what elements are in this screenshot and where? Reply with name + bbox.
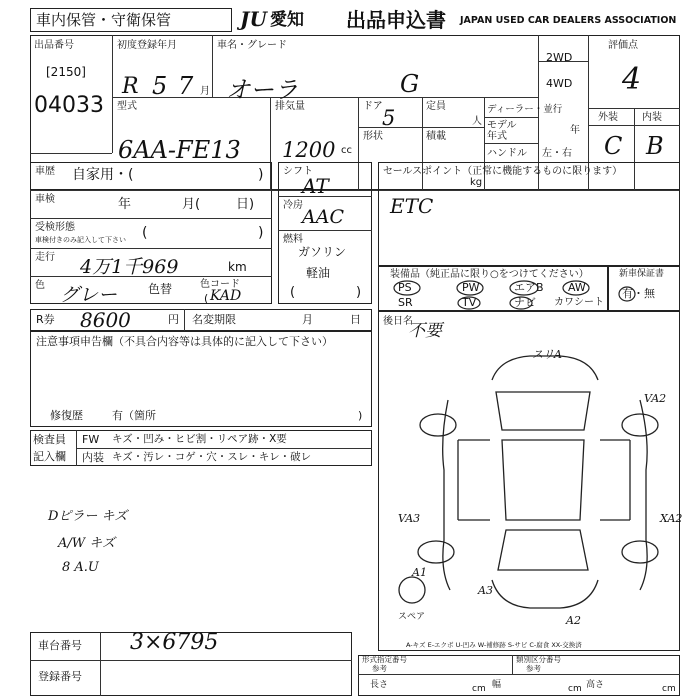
shape-label: 形状 [363,131,383,142]
repair-close: ) [358,409,363,422]
damage-mark-left: VA3 [398,512,421,525]
exterior-grade: C [604,132,623,160]
month-suffix: 月 [200,86,210,97]
handle-value: 左・右 [542,148,572,159]
divider [30,153,112,154]
drive-4wd: 4WD [546,77,573,90]
equipment-label: 装備品（純正品に限り○をつけてください） [390,269,589,280]
equipment-leather: カワシート [554,297,604,308]
plate-label: 登録番号 [38,670,82,683]
damage-mark-rear-right: A2 [566,614,581,627]
fuel-diesel: 軽油 [306,266,331,280]
fuel-paren-r: ) [356,285,362,300]
capacity-label: 定員 [426,101,446,112]
receive-paren: ( [142,225,148,241]
load-label: 積載 [426,131,446,142]
inspection-year: 年 [118,197,132,212]
equipment-navi: ナビ [514,296,536,309]
fuel-paren-l: ( [290,285,296,300]
divider [358,674,680,675]
history-label: 車歴 [35,166,55,177]
diagram-box [378,311,683,651]
car-name: オーラ [226,76,298,104]
divider [30,248,272,249]
length-label: 長さ [370,680,389,690]
color-code-label: 色コード [200,279,240,290]
divider [30,190,272,191]
inspector-row1: キズ・凹み・ヒビ割・リペア跡・X要 [112,433,287,445]
divider [484,143,538,144]
interior-grade: B [646,132,664,160]
damage-mark-left-rear: A1 [412,566,427,579]
divider [100,632,101,696]
drive-2wd: 2WD [546,51,573,64]
rating-label: 評価点 [608,40,638,51]
equipment-ps: PS [398,281,412,294]
warranty-label: 新車保証書 [619,269,665,279]
divider [358,127,484,128]
spare-label: スペア [398,612,426,622]
model-year-label: モデル [487,120,517,131]
inspector-note-2: A/W キズ [58,536,116,551]
inspector-note-3: 8 A.U [62,560,99,575]
width-unit: cm [568,684,582,694]
rear-seat-label: 後日名 [383,316,413,327]
model-value: 6AA-FE13 [118,136,241,164]
fuel-label: 燃料 [283,234,303,245]
doors-label: ドア [363,101,383,112]
lot-sub-number: [2150] [46,65,86,79]
repair-label: 修復歴 [50,409,83,422]
damage-mark-rear-left: A3 [478,584,493,597]
logo-mark: JU [240,7,267,31]
divider [112,97,538,98]
lot-number: 04033 [34,93,104,118]
chassis-label: 車台番号 [38,639,82,652]
equipment-airbag: エアB [514,281,544,294]
equipment-tv: TV [462,296,477,309]
receive-note: 車検付きのみ記入して下さい [35,236,126,244]
inspection-label: 車検 [35,194,55,205]
equipment-sr: SR [398,296,413,309]
diagram-legend: A-キズ E-エクボ U-凹み W-補修跡 S-サビ C-腐食 XX-交換済 [406,641,582,649]
inspector-row1-head: FW [82,433,100,446]
warranty-value: 有・無 [622,287,655,300]
length-unit: cm [472,684,486,694]
name-change-day: 日 [350,313,361,326]
year-unit: 年 [570,125,580,136]
rating-score: 4 [622,62,642,97]
designation-l3: 類別区分番号 [516,655,561,664]
fuel-gas: ガソリン [298,245,347,259]
divider [278,230,372,231]
mileage-unit: km [228,260,247,274]
shift-value: AT [302,174,329,198]
equipment-pw: PW [462,281,480,294]
registration-year: 5 [152,72,168,100]
storage-title: 車内保管・守衛保管 [36,11,172,29]
sales-points-label: セールスポイント（正常に機能するものに限ります） [383,166,623,177]
color-label: 色 [35,280,45,291]
equipment-aw: AW [568,281,586,294]
year-label: 年式 [487,131,507,142]
inspector-row2-head: 内装 [82,451,104,464]
width-label: 幅 [492,680,502,690]
damage-mark-front: スリA [532,348,562,361]
model-label: 型式 [117,101,137,112]
divider [30,660,352,661]
registration-era: R [122,74,139,99]
history-close: ) [258,167,264,183]
color-value: グレー [60,284,118,306]
inspection-day: 日) [236,197,255,212]
sales-points-value: ETC [390,194,434,218]
registration-label: 初度登録年月 [117,40,177,51]
recycle-value: 8600 [80,308,131,332]
divider [112,35,113,153]
designation-l1: 形式指定番号 [362,655,407,664]
name-change-month: 月 [302,313,313,326]
name-label: 車名・グレード [217,40,287,51]
mileage-value: 4万1千969 [80,256,179,278]
color-change-label: 色替 [148,282,173,296]
color-paren-l: ( [204,292,209,305]
name-change-label: 名変期限 [192,313,236,326]
dealer-label: ディーラー・並行 [487,104,563,115]
handle-label: ハンドル [487,148,527,159]
chassis-value: 3×6795 [130,630,219,655]
inspector-row2: キズ・汚レ・コゲ・穴・スレ・キレ・破レ [112,451,312,463]
displacement-label: 排気量 [275,101,305,112]
displacement-unit: cc [341,145,352,156]
color-code: KAD [210,288,242,304]
aircon-label: 冷房 [283,200,303,211]
damage-mark-right: XA2 [660,512,683,525]
divider [76,448,372,449]
designation-l4: 参考 [526,664,541,673]
damage-mark-right-front: VA2 [644,392,667,405]
exterior-label: 外装 [598,112,618,123]
receive-label: 受検形態 [35,222,75,233]
inspection-month: 月( [182,197,201,212]
displacement-value: 1200 [282,138,336,162]
divider [212,35,213,97]
divider [512,655,513,674]
history-value: 自家用・( [72,167,134,183]
recycle-unit: 円 [168,313,179,326]
receive-close: ) [258,225,264,241]
logo-region: 愛知 [270,10,304,30]
divider [30,218,272,219]
mileage-label: 走行 [35,252,55,263]
divider [484,117,538,118]
divider [184,309,185,331]
inspector-label-1: 検査員 [33,433,66,446]
form-title: 出品申込書 [346,8,446,32]
repair-value: 有（箇所 [112,409,156,422]
lot-label: 出品番号 [34,40,74,51]
notes-label: 注意事項申告欄（不具合内容等は具体的に記入して下さい） [36,335,333,348]
inspector-note-1: Dピラー キズ [48,509,128,524]
interior-label: 内装 [642,112,662,123]
rear-seat-value: 不要 [408,321,442,341]
height-label: 高さ [586,680,605,690]
shift-label: シフト [283,166,313,177]
doors-value: 5 [382,106,396,130]
recycle-label: R券 [36,313,55,326]
car-grade: G [400,70,420,98]
registration-month: 7 [178,72,194,100]
load-unit: kg [470,177,483,188]
height-unit: cm [662,684,676,694]
inspector-label-2: 記入欄 [33,450,66,463]
designation-l2: 参考 [372,664,387,673]
capacity-unit: 人 [472,116,482,127]
association-name: JAPAN USED CAR DEALERS ASSOCIATION [460,15,677,26]
aircon-value: AAC [302,206,344,228]
